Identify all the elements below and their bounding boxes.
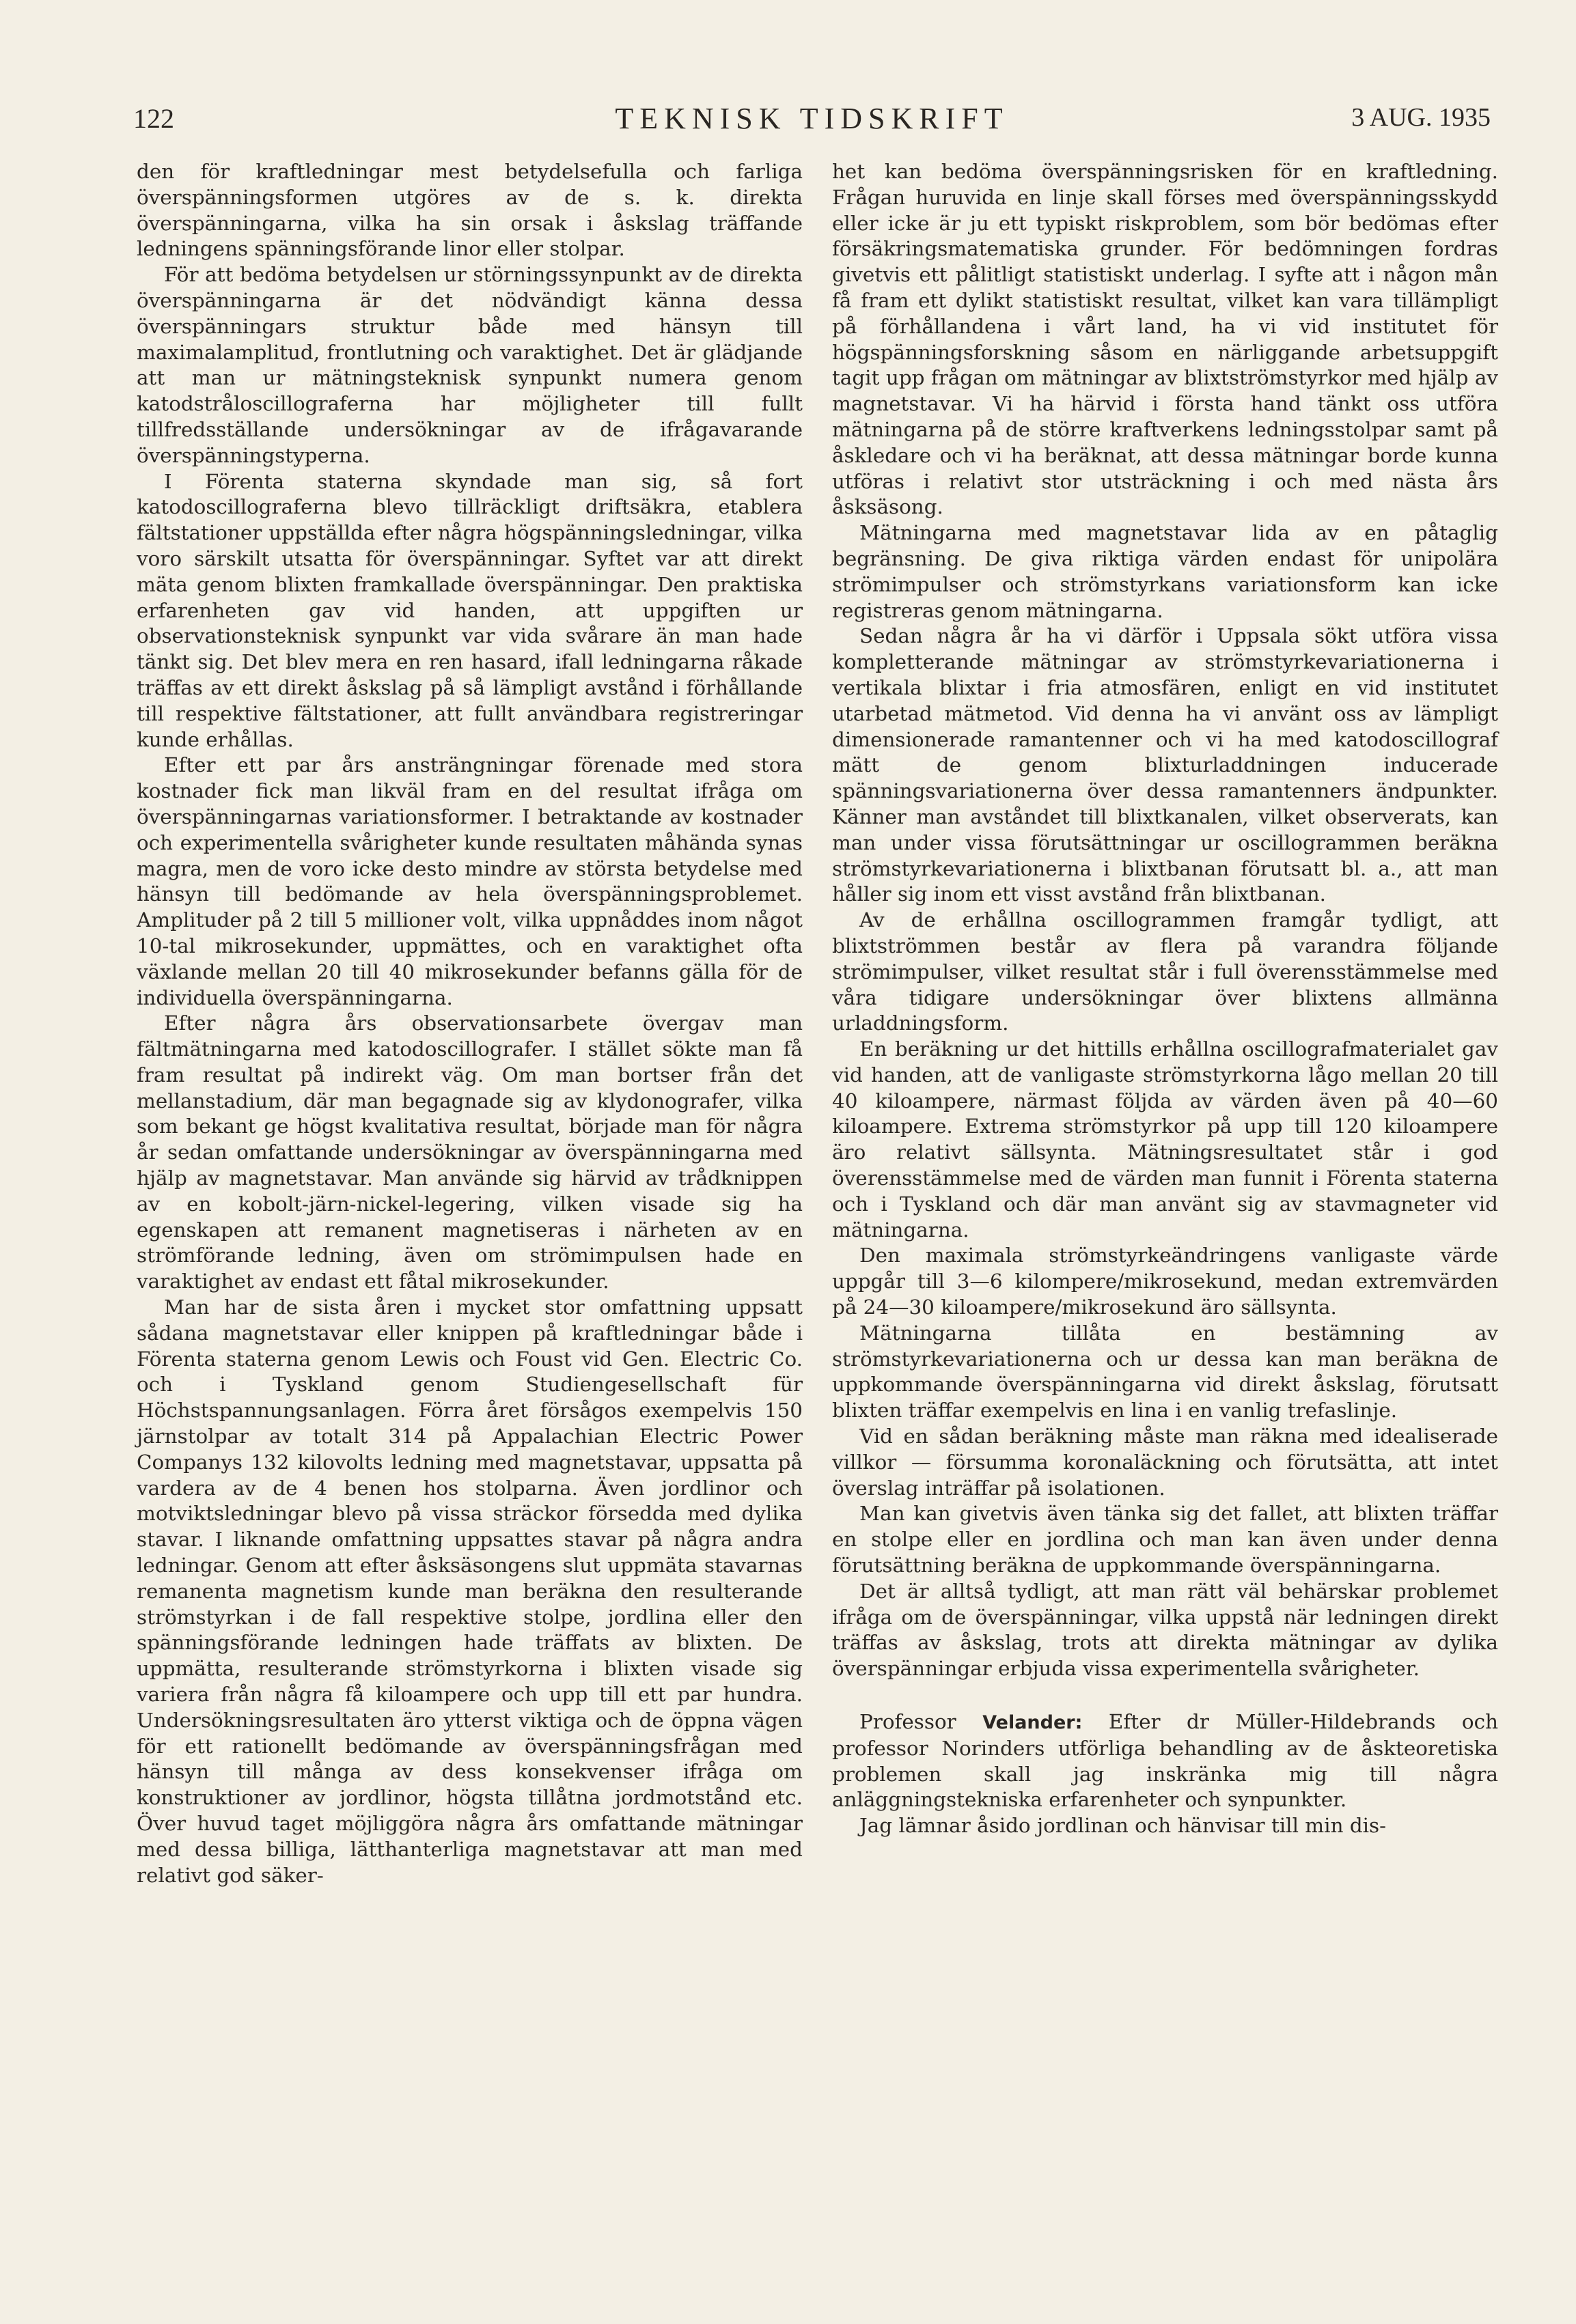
paragraph: Sedan några år ha vi därför i Uppsala sökt utföra vissa kompletterande mätningar av strömstyrkevariationerna i vertikala blixtar i fria atmosfären, enligt en vid institutet utarbetad mätmetod. Vid denna ha vi använt oss av lämpligt dimensionerade ramantenner och vi ha med katodoscillograf mätt de genom blixturladdningen inducerade spänningsvariationerna över dessa ramantenners ändpunkter. Känner man avståndet till blixtkanalen, vilket observerats, kan man under vissa förutsättningar ur oscillogrammen beräkna strömstyrkevariationerna i blixtbanan förutsatt bl. a., att man håller sig inom ett visst avstånd från blixtbanan. [832,624,1498,906]
paragraph: I Förenta staterna skyndade man sig, så fort katodoscillograferna blevo tillräckligt driftsäkra, etablera fältstationer uppställda efter några högspänningsledningar, vilka voro särskilt utsatta för överspänningar. Syftet var att direkt mäta genom blixten framkallade överspänningar. Den praktiska erfarenheten gav vid handen, att uppgiften ur observationsteknisk synpunkt var vida svårare än man hade tänkt sig. Det blev mera en ren hasard, ifall ledningarna råkade träffas av ett direkt åskslag på så lämpligt avstånd i förhållande till respektive fältstationer, att fullt användbara registreringar kunde erhållas. [137,469,803,751]
issue-date: 3 AUG. 1935 [1351,103,1491,132]
paragraph: Jag lämnar åsido jordlinan och hänvisar till min dis- [859,1814,1387,1838]
paragraph: Man har de sista åren i mycket stor omfattning uppsatt sådana magnetstavar eller knippen på kraftledningar både i Förenta staterna genom Lewis och Foust vid Gen. Electric Co. och i Tyskland genom Studiengesellschaft für Höchstspannungsanlagen. Förra året försågos exempelvis 150 järnstolpar av totalt 314 på Appalachian Electric Power Companys 132 kilovolts ledning med magnetstavar, uppsatta på vardera av de 4 benen hos stolparna. Även jordlinor och motviktsledningar blevo på vissa sträckor försedda med dylika stavar. I liknande omfattning uppsattes stavar på några andra ledningar. Genom att efter åsksäsongens slut uppmäta stavarnas remanenta magnetism kunde man beräkna den resulterande strömstyrkan i de fall respektive stolpe, jordlina eller den spänningsförande ledningen hade träffats av blixten. De uppmätta, resulterande strömstyrkorna i blixten visade sig variera från några få kiloampere och upp till ett par hundra. Undersökningsresultaten äro ytterst viktiga och de öppna vägen för ett rationellt bedömande av överspänningsfrågan med hänsyn till många av dess konsekvenser ifråga om konstruktioner av jordlinor, högsta tillåtna jordmotstånd etc. Över huvud taget möjliggöra några års omfattande mätningar med dessa billiga, lätthanterliga magnetstavar att man med relativt god säker- [137,1296,803,1887]
page-number: 122 [133,103,174,134]
paragraph: Vid en sådan beräkning måste man räkna med idealiserade villkor — försumma koronaläckning och förutsätta, att intet överslag inträffar på isolationen. [832,1425,1498,1500]
paragraph: Mätningarna tillåta en bestämning av strömstyrkevariationerna och ur dessa kan man beräkna de uppkommande överspänningarna vid direkt åskslag, förutsatt blixten träffar exempelvis en lina i en vanlig trefaslinje. [832,1321,1498,1423]
speaker-name: Velander: [982,1712,1083,1734]
paragraph: Efter några års observationsarbete övergav man fältmätningarna med katodoscillografer. I stället sökte man få fram resultat på indirekt väg. Om man bortser från det mellanstadium, där man begagnade sig av klydonografer, vilka som bekant ge högst kvalitativa resultat, började man för några år sedan omfattande undersökningar av överspänningarna med hjälp av magnetstavar. Man använde sig härvid av trådknippen av en kobolt-järn-nickel-legering, vilken visade sig ha egenskapen att remanent magnetiseras i närheten av en strömförande ledning, även om strömimpulsen hade en varaktighet av endast ett fåtal mikrosekunder. [137,1011,803,1293]
left-column [137,159,803,1888]
speech-paragraph [832,1709,1498,1813]
paragraph: Man kan givetvis även tänka sig det fallet, att blixten träffar en stolpe eller en jordlina och man kan även under denna förutsättning beräkna de uppkommande överspänningarna. [832,1502,1498,1578]
paragraph: Efter ett par års ansträngningar förenade med stora kostnader fick man likväl fram en del resultat ifråga om överspänningarnas variationsformer. I betraktande av kostnader och experimentella svårigheter kunde resultaten måhända synas magra, men de voro icke desto mindre av största betydelse med hänsyn till bedömande av hela överspänningsproblemet. Amplituder på 2 till 5 millioner volt, vilka uppnåddes inom något 10-tal mikrosekunder, uppmättes, och en varaktighet ofta växlande mellan 20 till 40 mikrosekunder befanns gälla för de individuella överspänningarna. [137,753,803,1009]
page-header [133,96,1491,143]
right-column [832,159,1498,1839]
speech-text: Efter dr Müller-Hildebrands och professor Norinders utförliga behandling av de åskteoretiska problemen skall jag inskränka mig till några anläggningstekniska erfarenheter och synpunkter. [832,1710,1499,1812]
journal-title: TEKNISK TIDSKRIFT [615,102,1009,135]
paragraph: För att bedöma betydelsen ur störningssynpunkt av de direkta överspänningarna är det nödvändigt känna dessa överspänningars struktur både med hänsyn till maximalamplitud, frontlutning och varaktighet. Det är glädjande att man ur mätningsteknisk synpunkt numera genom katodstråloscillograferna har möjligheter till fullt tillfredsställande undersökningar av de ifrågavarande överspänningstyperna. [137,263,803,467]
paragraph: Mätningarna med magnetstavar lida av en påtaglig begränsning. De giva riktiga värden endast för unipolära strömimpulser och strömstyrkans variationsform kan icke registreras genom mätningarna. [832,521,1498,622]
paragraph: Av de erhållna oscillogrammen framgår tydligt, att blixtströmmen består av flera på varandra följande strömimpulser, vilket resultat står i full överensstämmelse med våra tidigare undersökningar över blixtens allmänna urladdningsform. [832,908,1498,1035]
paragraph: den för kraftledningar mest betydelsefulla och farliga överspänningsformen utgöres av de s. k. direkta överspänningarna, vilka ha sin orsak i åskslag träffande ledningens spänningsförande linor eller stolpar. [137,160,803,261]
paragraph: Den maximala strömstyrkeändringens vanligaste värde uppgår till 3—6 kilompere/mikrosekund, medan extremvärden på 24—30 kiloampere/mikrosekund äro sällsynta. [832,1244,1498,1319]
paragraph: het kan bedöma överspänningsrisken för en kraftledning. Frågan huruvida en linje skall förses med överspänningsskydd eller icke är ju ett typiskt riskproblem, som bör bedömas efter försäkringsmatematiska grunder. För bedömningen fordras givetvis ett pålitligt statistiskt underlag. I syfte att i någon mån få fram ett dylikt statistiskt resultat, vilket kan vara tillämpligt på förhållandena i vårt land, ha vi vid institutet för högspänningsforskning såsom en närliggande arbetsuppgift tagit upp frågan om mätningar av blixtströmstyrkor med hjälp av magnetstavar. Vi ha härvid i första hand tänkt oss utföra mätningarna på de större kraftverkens ledningsstolpar samt på åskledare och vi ha beräknat, att dessa mätningar borde kunna utföras i relativt stor utsträckning i och med nästa års åsksäsong. [832,160,1498,519]
paragraph: En beräkning ur det hittills erhållna oscillografmaterialet gav vid handen, att de vanligaste strömstyrkorna lågo mellan 20 till 40 kiloampere, närmast följda av värden även på 40—60 kiloampere. Extrema strömstyrkor på upp till 120 kiloampere äro relativt sällsynta. Mätningsresultatet står i god överensstämmelse med de värden man funnit i Förenta staterna och i Tyskland och där man använt sig av stavmagneter vid mätningarna. [832,1037,1498,1242]
speaker-title: Professor [859,1710,956,1734]
paragraph: Det är alltså tydligt, att man rätt väl behärskar problemet ifråga om de överspänningar, vilka uppstå när ledningen direkt träffas av åskslag, trots att direkta mätningar av dylika överspänningar erbjuda vissa experimentella svårigheter. [832,1579,1498,1681]
